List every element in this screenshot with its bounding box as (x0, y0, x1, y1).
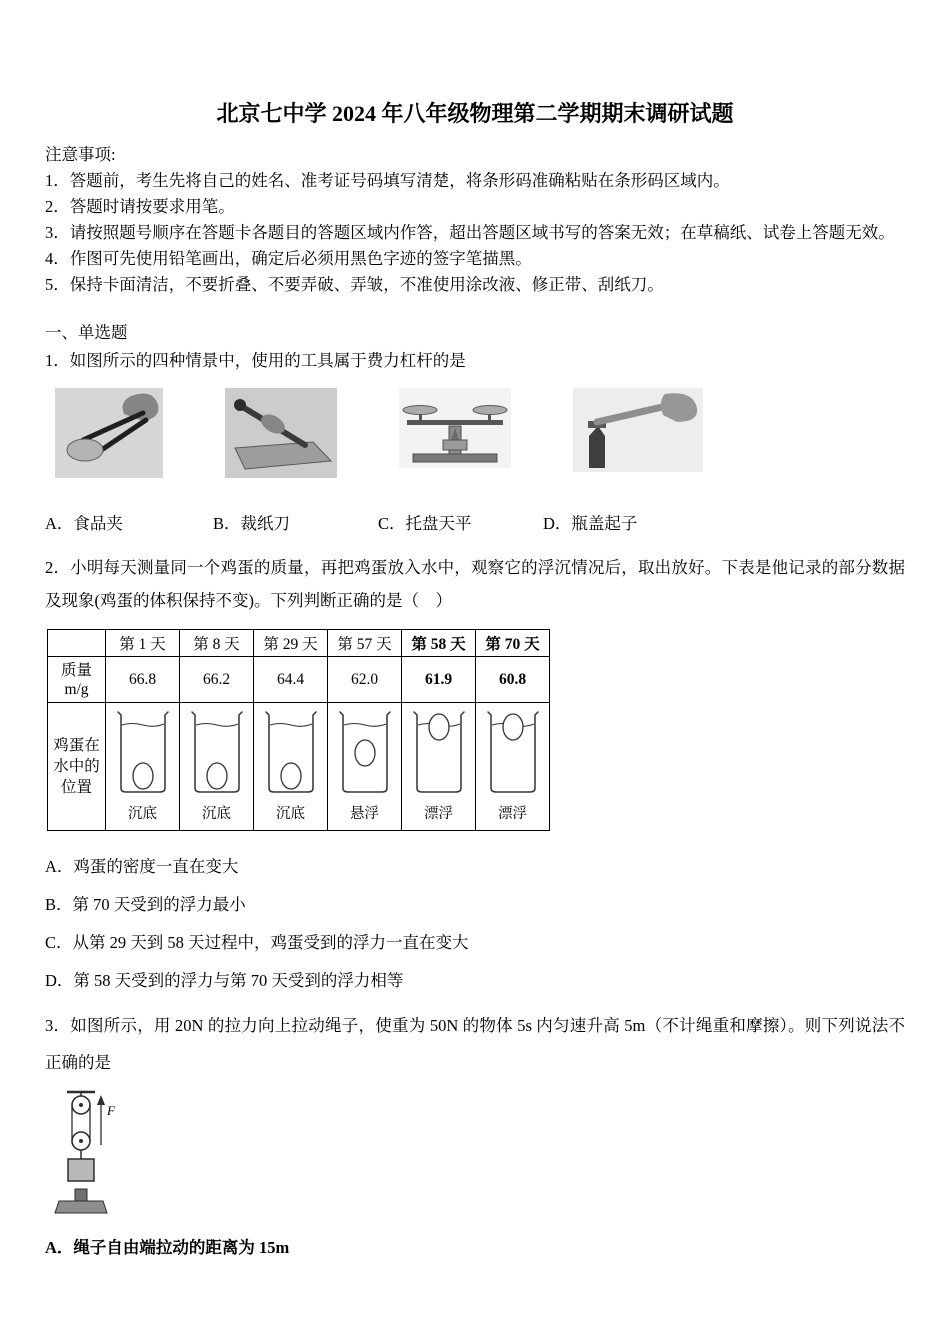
notice-item-1: 1．答题前，考生先将自己的姓名、准考证号码填写清楚，将条形码准确粘贴在条形码区域内。 (45, 171, 730, 190)
q2-option-d: D．第 58 天受到的浮力与第 70 天受到的浮力相等 (45, 971, 404, 990)
beaker-egg-icon (115, 783, 171, 800)
mass-value: 61.9 (402, 657, 476, 703)
q2-option-b: B．第 70 天受到的浮力最小 (45, 895, 246, 914)
beaker-figure (328, 703, 402, 831)
figure-balance-scale (399, 388, 511, 473)
notice-item-2: 2．答题时请按要求用笔。 (45, 197, 235, 216)
day-header: 第 8 天 (180, 630, 254, 657)
q1-option-d: D．瓶盖起子 (543, 514, 638, 533)
mass-value: 64.4 (254, 657, 328, 703)
table-row-mass (48, 657, 550, 703)
beaker-figure (106, 703, 180, 831)
table-row-days (48, 630, 550, 657)
beaker-figure (254, 703, 328, 831)
question-2-stem: 2．小明每天测量同一个鸡蛋的质量，再把鸡蛋放入水中，观察它的浮沉情况后，取出放好。下表是他记录的部分数据及现象(鸡蛋的体积保持不变)。下列判断正确的是（ ） (45, 558, 905, 610)
beaker-egg-icon (485, 783, 541, 800)
mass-label-line2: m/g (64, 680, 89, 698)
position-caption: 漂浮 (424, 806, 453, 822)
section-1-heading: 一、单选题 (45, 323, 128, 342)
q2-data-table (47, 629, 550, 831)
question-1-stem: 1．如图所示的四种情景中，使用的工具属于费力杠杆的是 (45, 351, 466, 370)
force-label: F (107, 1103, 115, 1118)
day-header: 第 57 天 (328, 630, 402, 657)
table-row-egg-position (48, 703, 550, 831)
position-caption: 漂浮 (498, 806, 527, 822)
q2-option-a: A．鸡蛋的密度一直在变大 (45, 857, 239, 876)
q3-option-a: A．绳子自由端拉动的距离为 15m (45, 1238, 290, 1257)
q1-option-a: A．食品夹 (45, 514, 123, 533)
figure-paper-cutter (225, 388, 337, 483)
question-2-options (45, 855, 905, 993)
notice-label: 注意事项: (45, 145, 116, 164)
position-caption: 沉底 (128, 806, 157, 822)
position-caption: 沉底 (276, 806, 305, 822)
notice-item-3: 3．请按照题号顺序在答题卡各题目的答题区域内作答，超出答题区域书写的答案无效；在草稿纸、试卷上答题无效。 (45, 223, 895, 242)
beaker-egg-icon (263, 783, 319, 800)
mass-value: 60.8 (476, 657, 550, 703)
position-caption: 沉底 (202, 806, 231, 822)
question-1-figures (55, 388, 905, 483)
q1-option-b: B．裁纸刀 (213, 514, 291, 533)
day-header: 第 29 天 (254, 630, 328, 657)
mass-value: 66.8 (106, 657, 180, 703)
position-caption: 悬浮 (350, 806, 379, 822)
mass-label-line1: 质量 (60, 661, 92, 679)
q2-option-c: C．从第 29 天到 58 天过程中，鸡蛋受到的浮力一直在变大 (45, 933, 469, 952)
mass-value: 66.2 (180, 657, 254, 703)
beaker-egg-icon (189, 783, 245, 800)
figure-bottle-opener (573, 388, 703, 477)
question-3-stem: 3．如图所示，用 20N 的拉力向上拉动绳子，使重为 50N 的物体 5s 内匀速升高 5m（不计绳重和摩擦）。则下列说法不正确的是 (45, 1016, 905, 1072)
beaker-egg-icon (337, 783, 393, 800)
beaker-figure (402, 703, 476, 831)
mass-value: 62.0 (328, 657, 402, 703)
day-header: 第 58 天 (402, 630, 476, 657)
q1-option-c: C．托盘天平 (378, 514, 472, 533)
position-row-label: 鸡蛋在水中的位置 (48, 703, 106, 831)
beaker-figure (180, 703, 254, 831)
day-header: 第 70 天 (476, 630, 550, 657)
figure-food-tongs (55, 388, 163, 483)
figure-pulley-system (49, 1089, 905, 1224)
beaker-egg-icon (411, 783, 467, 800)
question-1-options (45, 511, 905, 537)
mass-row-label (48, 657, 106, 703)
day-header: 第 1 天 (106, 630, 180, 657)
notice-item-5: 5．保持卡面清洁，不要折叠、不要弄破、弄皱，不准使用涂改液、修正带、刮纸刀。 (45, 275, 664, 294)
table-corner-cell (48, 630, 106, 657)
page-title: 北京七中学 2024 年八年级物理第二学期期末调研试题 (216, 101, 734, 126)
beaker-figure (476, 703, 550, 831)
notice-item-4: 4．作图可先使用铅笔画出，确定后必须用黑色字迹的签字笔描黑。 (45, 249, 532, 268)
